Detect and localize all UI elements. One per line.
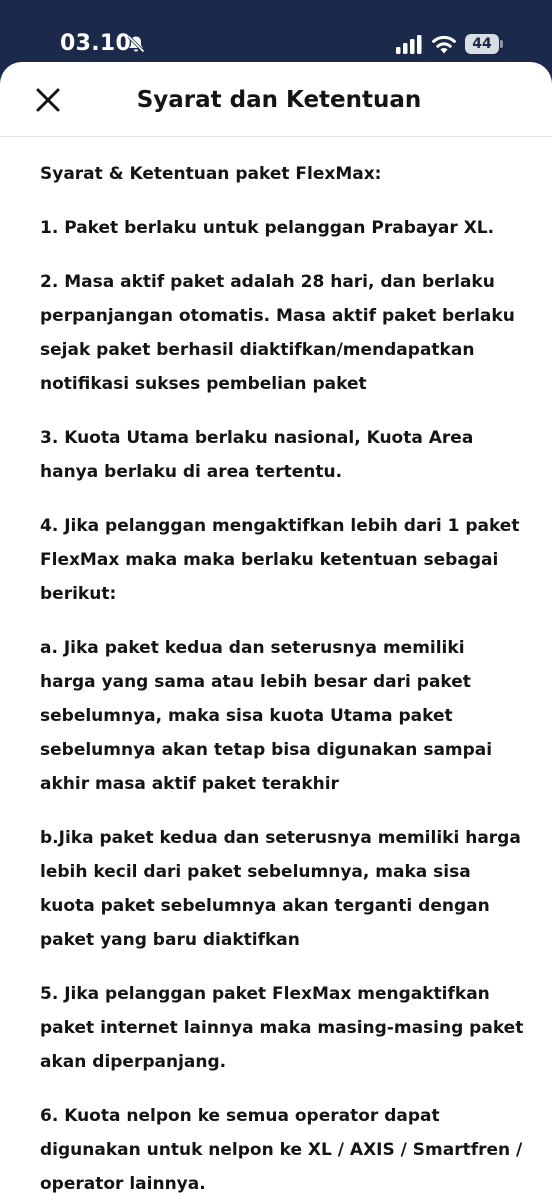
status-bar [0,0,552,62]
signal-icon [396,34,422,54]
bell-off-icon [126,34,146,54]
wifi-icon [431,33,457,54]
terms-item-6: 6. Kuota nelpon ke semua operator dapat digunakan untuk nelpon ke XL / AXIS / Smartfren / operator lainnya. [40,1106,523,1194]
terms-item-4a: a. Jika paket kedua dan seterusnya memiliki harga yang sama atau lebih besar dari paket sebelumnya, maka sisa kuota Utama paket sebelumnya akan tetap bisa digunakan sampai akhir masa aktif paket terakhir [40,638,493,794]
page-title: Syarat dan Ketentuan [136,87,422,113]
terms-item-1: 1. Paket berlaku untuk pelanggan Prabayar XL. [40,218,495,238]
terms-content [0,137,552,1200]
terms-item-2: 2. Masa aktif paket adalah 28 hari, dan berlaku perpanjangan otomatis. Masa aktif paket berlaku sejak paket berhasil diaktifkan/mendapatkan notifikasi sukses pembelian paket [40,272,515,394]
sheet-header [0,62,552,137]
terms-item-5: 5. Jika pelanggan paket FlexMax mengaktifkan paket internet lainnya maka masing-masing paket akan diperpanjang. [40,984,524,1072]
status-time: 03.10 [60,31,132,56]
terms-sheet [0,62,552,1200]
terms-heading: Syarat & Ketentuan paket FlexMax: [40,164,382,184]
battery-cap [500,40,503,48]
battery-level: 44 [465,34,499,54]
battery-icon [465,34,503,54]
terms-item-4b: b.Jika paket kedua dan seterusnya memiliki harga lebih kecil dari paket sebelumnya, maka sisa kuota paket sebelumnya akan terganti dengan paket yang baru diaktifkan [40,828,521,950]
terms-item-4: 4. Jika pelanggan mengaktifkan lebih dari 1 paket FlexMax maka maka berlaku ketentuan sebagai berikut: [40,516,520,604]
terms-item-3: 3. Kuota Utama berlaku nasional, Kuota Area hanya berlaku di area tertentu. [40,428,474,482]
